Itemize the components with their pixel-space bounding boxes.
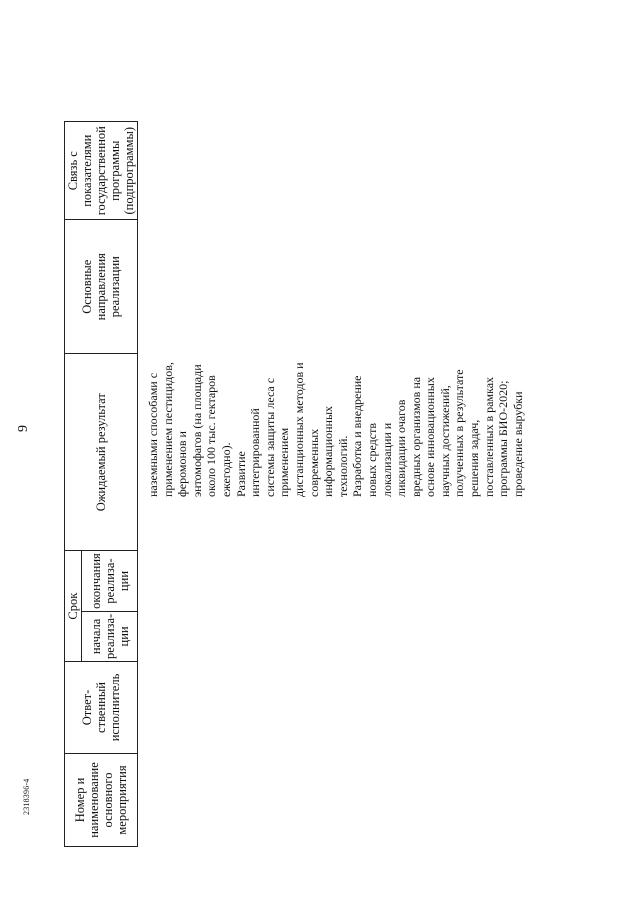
header-line: ции xyxy=(116,570,131,592)
text-line: решения задач, xyxy=(467,419,482,497)
header-line: Ожидаемый результат xyxy=(94,393,108,512)
header-line: ственный xyxy=(94,682,108,733)
header-line: Номер и xyxy=(73,777,87,823)
header-line: Срок xyxy=(66,592,80,620)
text-line: Развитие xyxy=(233,451,248,497)
header-line: направления xyxy=(94,253,108,321)
text-line: поставленных в рамках xyxy=(481,376,496,497)
table-header xyxy=(64,121,138,847)
text-line: новых средств xyxy=(364,423,379,497)
header-line: реализа- xyxy=(102,613,117,659)
text-line: программы БИО-2020; xyxy=(496,380,511,497)
text-line: энтомофагов (на площади xyxy=(189,364,204,497)
text-line: технологий. xyxy=(335,435,350,497)
page-number: 9 xyxy=(16,425,31,432)
text-line: системы защиты леса с xyxy=(262,377,277,497)
text-line: ликвидации очагов xyxy=(394,399,409,497)
header-term xyxy=(65,551,82,662)
text-line: ежегодно). xyxy=(218,442,233,497)
text-line: дистанционных методов и xyxy=(291,362,306,497)
text-line: проведение вырубки xyxy=(510,391,525,497)
header-line: Основные xyxy=(80,259,94,314)
text-line: локализации и xyxy=(379,422,394,497)
text-line: основе инновационных xyxy=(423,377,438,497)
document-id: 2318396-4 xyxy=(22,778,31,815)
text-line: информационных xyxy=(321,405,336,497)
header-line: основного xyxy=(101,772,115,828)
header-line: реализации xyxy=(108,256,122,318)
header-event-name xyxy=(65,754,138,847)
text-line: применением пестицидов, xyxy=(160,362,175,497)
text-line: современных xyxy=(306,428,321,497)
text-line: вредных организмов на xyxy=(408,376,423,497)
header-line: Связь с показателями xyxy=(66,134,94,207)
header-line: наименование xyxy=(87,762,101,838)
text-line: около 100 тыс. гектаров xyxy=(204,375,219,497)
header-responsible xyxy=(65,662,138,754)
text-line: научных достижений, xyxy=(437,385,452,497)
text-line: полученных в результате xyxy=(452,369,467,497)
header-line: государственной xyxy=(94,126,108,216)
header-expected-result xyxy=(65,354,138,551)
header-line: (подпрограммы) xyxy=(122,126,136,215)
text-line: Разработка и внедрение xyxy=(350,375,365,497)
text-line: интегрированной xyxy=(248,408,263,497)
expected-result-text xyxy=(146,261,525,497)
header-line: исполнитель xyxy=(108,673,122,742)
header-main-directions xyxy=(65,220,138,354)
text-line: феромонов и xyxy=(175,431,190,497)
header-line: ции xyxy=(116,626,131,647)
text-line: применением xyxy=(277,427,292,497)
header-line: начала xyxy=(88,618,103,655)
header-start xyxy=(82,611,138,661)
header-indicators-link xyxy=(65,122,138,220)
header-line: окончания xyxy=(88,553,103,609)
header-line: программы xyxy=(108,140,122,201)
text-line: наземными способами с xyxy=(146,372,160,497)
header-line: реализа- xyxy=(102,558,117,604)
header-end xyxy=(82,551,138,612)
header-line: Ответ- xyxy=(80,689,94,726)
header-line: мероприятия xyxy=(115,765,129,835)
